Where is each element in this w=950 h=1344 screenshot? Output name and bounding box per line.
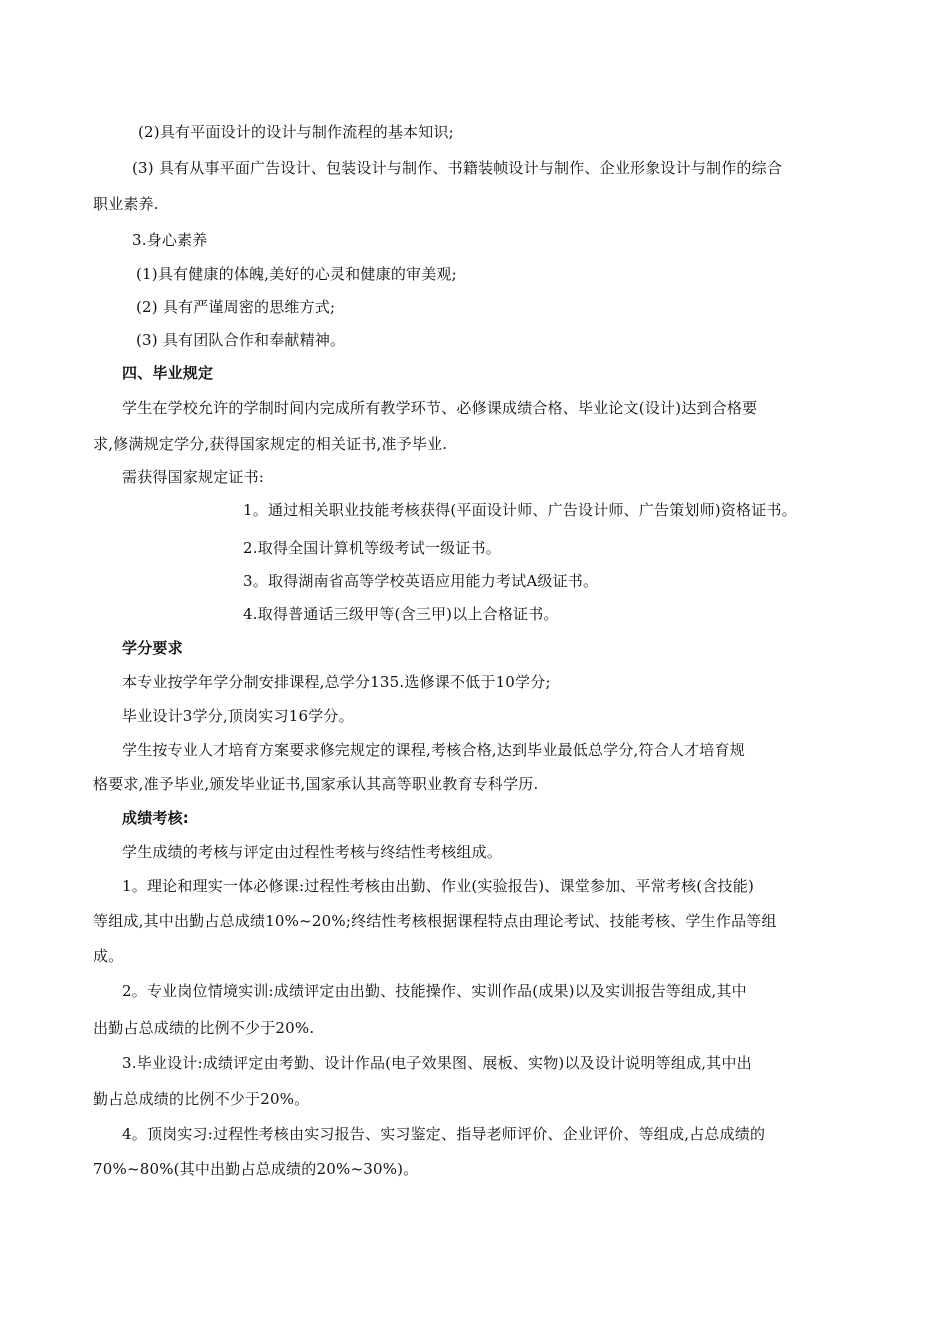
section3-sub1: (1)具有健康的体魄,美好的心灵和健康的审美观; [136, 265, 457, 283]
cert-item: 1。通过相关职业技能考核获得(平面设计师、广告设计师、广告策划师)资格证书。 [243, 501, 797, 519]
section4-cert-intro: 需获得国家规定证书: [122, 468, 265, 486]
grading-item1-line1: 1。理论和理实一体必修课:过程性考核由出勤、作业(实验报告)、课堂参加、平常考核(含技能) [122, 877, 755, 895]
section3-heading: 3.身心素养 [132, 231, 208, 249]
section3-sub2: (2) 具有严谨周密的思维方式; [136, 298, 336, 316]
grading-item4-line2: 70%~80%(其中出勤占总成绩的20%~30%)。 [93, 1160, 419, 1178]
grading-item2-line1: 2。专业岗位情境实训:成绩评定由出勤、技能操作、实训作品(成果)以及实训报告等组成,其中 [122, 982, 747, 1000]
cert-item: 2.取得全国计算机等级考试一级证书。 [243, 539, 501, 557]
credits-heading: 学分要求 [122, 639, 183, 657]
section3-item3-line1: (3) 具有从事平面广告设计、包装设计与制作、书籍装帧设计与制作、企业形象设计与制作的综合 [132, 159, 783, 177]
grading-intro: 学生成绩的考核与评定由过程性考核与终结性考核组成。 [122, 843, 503, 861]
credits-line2: 毕业设计3学分,顶岗实习16学分。 [122, 707, 354, 725]
grading-item4-line1: 4。顶岗实习:过程性考核由实习报告、实习鉴定、指导老师评价、企业评价、等组成,占总成绩的 [122, 1125, 766, 1143]
credits-line1: 本专业按学年学分制安排课程,总学分135.选修课不低于10学分; [122, 673, 551, 691]
grading-item1-line3: 成。 [93, 947, 124, 965]
section4-para-line2: 求,修满规定学分,获得国家规定的相关证书,准予毕业. [93, 435, 448, 453]
grading-item2-line2: 出勤占总成绩的比例不少于20%. [93, 1019, 315, 1037]
grading-heading: 成绩考核: [122, 809, 189, 827]
credits-para-line1: 学生按专业人才培育方案要求修完规定的课程,考核合格,达到毕业最低总学分,符合人才培育规 [122, 741, 745, 759]
section4-para-line1: 学生在学校允许的学制时间内完成所有教学环节、必修课成绩合格、毕业论文(设计)达到合格要 [122, 399, 758, 417]
grading-item1-line2: 等组成,其中出勤占总成绩10%~20%;终结性考核根据课程特点由理论考试、技能考核、学生作品等组 [93, 912, 777, 930]
credits-para-line2: 格要求,准予毕业,颁发毕业证书,国家承认其高等职业教育专科学历. [93, 775, 539, 793]
grading-item3-line2: 勤占总成绩的比例不少于20%。 [93, 1090, 310, 1108]
cert-item: 3。取得湖南省高等学校英语应用能力考试A级证书。 [243, 572, 599, 590]
section3-item3-line2: 职业素养. [93, 195, 159, 213]
section4-heading: 四、毕业规定 [122, 364, 214, 382]
grading-item3-line1: 3.毕业设计:成绩评定由考勤、设计作品(电子效果图、展板、实物)以及设计说明等组成,其中出 [122, 1054, 752, 1072]
cert-item: 4.取得普通话三级甲等(含三甲)以上合格证书。 [243, 605, 559, 623]
section3-item2: (2)具有平面设计的设计与制作流程的基本知识; [138, 123, 454, 141]
section3-sub3: (3) 具有团队合作和奉献精神。 [136, 331, 346, 349]
